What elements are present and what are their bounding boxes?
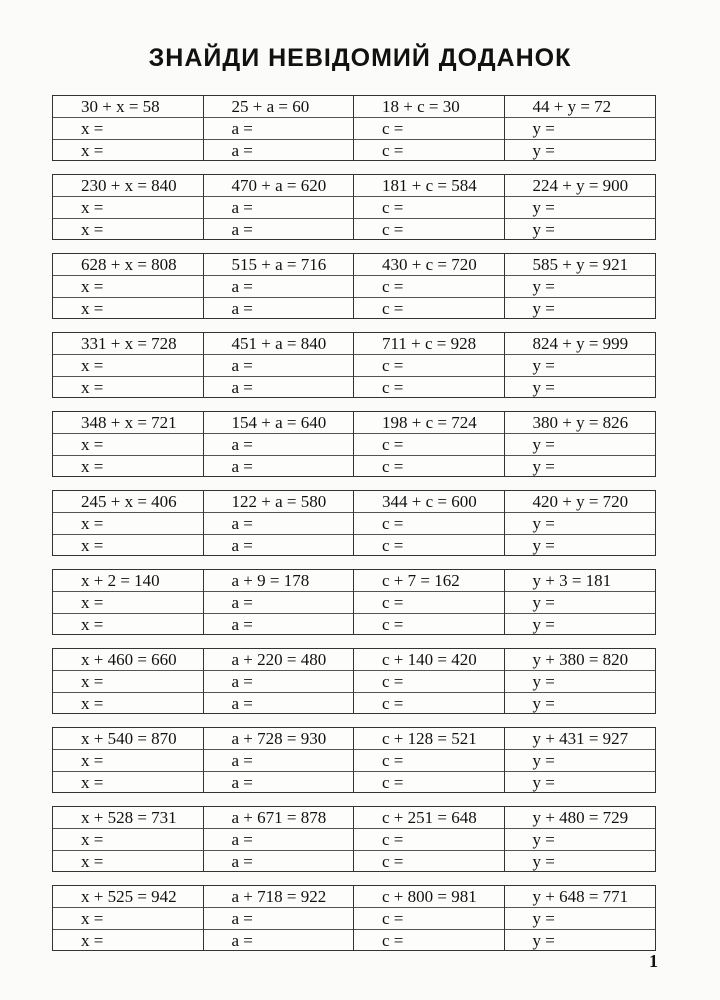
answer-line: a = [231,773,253,792]
equation-text: 380 + y = 826 [505,412,656,434]
equation-text: a + 9 = 178 [204,570,354,592]
answer-line: c = [354,197,504,219]
equation-text: y + 431 = 927 [505,728,656,750]
equation-text: 430 + c = 720 [354,254,504,276]
answer-line: c = [354,118,504,140]
page-title: ЗНАЙДИ НЕВІДОМИЙ ДОДАНОК [148,44,572,72]
equation-text: a + 220 = 480 [204,649,354,671]
answer-line: a = [231,852,253,871]
equation-text: 122 + a = 580 [204,491,354,513]
equation-text: 344 + c = 600 [354,491,504,513]
exercise-cell [204,491,355,556]
exercise-cell [204,807,355,872]
answer-line: x = [81,694,104,713]
exercise-blocks [52,95,656,964]
equation-text: 18 + c = 30 [354,96,504,118]
answer-line: c = [382,220,404,239]
answer-line: c = [382,773,404,792]
answer-line: y = [532,141,555,160]
equation-text: a + 728 = 930 [204,728,354,750]
answer-line: c = [382,457,404,476]
answer-line: c = [354,592,504,614]
exercise-block [52,411,656,477]
answer-line: x = [81,852,104,871]
equation-text: 515 + a = 716 [204,254,354,276]
equation-text: 25 + a = 60 [204,96,354,118]
exercise-cell [204,412,355,477]
answer-line: c = [354,434,504,456]
exercise-cell [354,254,505,319]
answer-line: c = [354,750,504,772]
equation-text: 451 + a = 840 [204,333,354,355]
equation-text: 198 + c = 724 [354,412,504,434]
answer-line: a = [204,355,354,377]
answer-line: c = [354,671,504,693]
equation-text: 348 + x = 721 [53,412,203,434]
exercise-block [52,569,656,635]
exercise-block [52,95,656,161]
equation-text: 711 + c = 928 [354,333,504,355]
exercise-cell [354,491,505,556]
equation-text: x + 525 = 942 [53,886,203,908]
equation-text: y + 380 = 820 [505,649,656,671]
exercise-cell [53,570,204,635]
answer-line: a = [204,197,354,219]
answer-line: a = [204,908,354,930]
answer-line: a = [231,141,253,160]
answer-line: a = [231,615,253,634]
exercise-cell [505,412,656,477]
answer-line: c = [354,276,504,298]
exercise-block [52,885,656,951]
answer-line: a = [231,457,253,476]
exercise-cell [53,412,204,477]
answer-line: x = [53,118,203,140]
equation-text: 824 + y = 999 [505,333,656,355]
exercise-cell [505,570,656,635]
answer-line: y = [505,197,656,219]
answer-line: x = [53,592,203,614]
exercise-block [52,648,656,714]
exercise-cell [53,175,204,240]
answer-line: x = [53,197,203,219]
exercise-block [52,806,656,872]
exercise-cell [505,728,656,793]
exercise-cell [505,333,656,398]
exercise-cell [354,728,505,793]
answer-line: a = [204,118,354,140]
answer-line: y = [532,457,555,476]
answer-line: y = [505,118,656,140]
equation-text: y + 648 = 771 [505,886,656,908]
answer-line: y = [505,592,656,614]
exercise-cell [505,649,656,714]
answer-line: x = [81,299,104,318]
exercise-cell [53,649,204,714]
answer-line: y = [505,671,656,693]
exercise-cell [505,96,656,161]
exercise-cell [354,412,505,477]
answer-line: y = [532,852,555,871]
equation-text: 181 + c = 584 [354,175,504,197]
answer-line: a = [204,750,354,772]
answer-line: a = [204,434,354,456]
exercise-cell [354,333,505,398]
answer-line: y = [532,615,555,634]
answer-line: x = [81,773,104,792]
answer-line: c = [382,852,404,871]
answer-line: x = [53,908,203,930]
answer-line: c = [354,513,504,535]
equation-text: 470 + a = 620 [204,175,354,197]
exercise-cell [53,96,204,161]
exercise-cell [53,728,204,793]
exercise-block [52,727,656,793]
equation-text: x + 2 = 140 [53,570,203,592]
answer-line: y = [532,694,555,713]
answer-line: x = [81,378,104,397]
answer-line: y = [532,299,555,318]
answer-line: x = [81,931,104,950]
answer-line: a = [204,671,354,693]
answer-line: x = [81,220,104,239]
answer-line: x = [53,671,203,693]
equation-text: c + 800 = 981 [354,886,504,908]
answer-line: x = [81,457,104,476]
equation-text: 331 + x = 728 [53,333,203,355]
answer-line: a = [204,513,354,535]
answer-line: a = [204,592,354,614]
equation-text: y + 480 = 729 [505,807,656,829]
answer-line: y = [505,355,656,377]
answer-line: y = [505,513,656,535]
answer-line: x = [53,434,203,456]
answer-line: y = [532,931,555,950]
exercise-cell [204,333,355,398]
answer-line: x = [81,615,104,634]
exercise-cell [204,254,355,319]
answer-line: a = [204,829,354,851]
answer-line: x = [53,355,203,377]
answer-line: y = [505,829,656,851]
answer-line: c = [382,931,404,950]
exercise-cell [204,96,355,161]
answer-line: a = [204,276,354,298]
exercise-cell [53,886,204,951]
equation-text: x + 540 = 870 [53,728,203,750]
answer-line: y = [505,434,656,456]
equation-text: y + 3 = 181 [505,570,656,592]
equation-text: 230 + x = 840 [53,175,203,197]
answer-line: y = [505,908,656,930]
exercise-cell [204,649,355,714]
answer-line: c = [354,829,504,851]
equation-text: x + 528 = 731 [53,807,203,829]
equation-text: c + 140 = 420 [354,649,504,671]
answer-line: a = [231,299,253,318]
exercise-cell [354,886,505,951]
answer-line: y = [532,220,555,239]
exercise-cell [53,254,204,319]
equation-text: 245 + x = 406 [53,491,203,513]
answer-line: c = [382,536,404,555]
answer-line: c = [382,615,404,634]
equation-text: 628 + x = 808 [53,254,203,276]
exercise-cell [53,807,204,872]
exercise-cell [354,807,505,872]
answer-line: x = [53,513,203,535]
answer-line: y = [505,750,656,772]
equation-text: 420 + y = 720 [505,491,656,513]
answer-line: c = [354,355,504,377]
answer-line: a = [231,931,253,950]
answer-line: x = [53,276,203,298]
exercise-cell [354,570,505,635]
answer-line: y = [532,773,555,792]
answer-line: y = [532,378,555,397]
answer-line: a = [231,536,253,555]
answer-line: c = [382,141,404,160]
exercise-cell [505,491,656,556]
equation-text: 44 + y = 72 [505,96,656,118]
exercise-block [52,253,656,319]
answer-line: c = [382,299,404,318]
answer-line: x = [81,141,104,160]
equation-text: 585 + y = 921 [505,254,656,276]
equation-text: 30 + x = 58 [53,96,203,118]
exercise-block [52,490,656,556]
answer-line: y = [505,276,656,298]
exercise-cell [53,491,204,556]
exercise-cell [204,175,355,240]
exercise-cell [354,96,505,161]
equation-text: a + 718 = 922 [204,886,354,908]
exercise-cell [354,175,505,240]
exercise-cell [204,728,355,793]
exercise-cell [505,886,656,951]
equation-text: x + 460 = 660 [53,649,203,671]
answer-line: a = [231,220,253,239]
answer-line: a = [231,378,253,397]
equation-text: 154 + a = 640 [204,412,354,434]
answer-line: y = [532,536,555,555]
answer-line: c = [382,378,404,397]
answer-line: a = [231,694,253,713]
exercise-cell [53,333,204,398]
page-number: 1 [649,951,658,971]
exercise-block [52,174,656,240]
equation-text: a + 671 = 878 [204,807,354,829]
answer-line: c = [354,908,504,930]
exercise-cell [505,254,656,319]
exercise-cell [354,649,505,714]
equation-text: c + 251 = 648 [354,807,504,829]
equation-text: c + 128 = 521 [354,728,504,750]
exercise-cell [204,886,355,951]
exercise-block [52,332,656,398]
equation-text: c + 7 = 162 [354,570,504,592]
exercise-cell [204,570,355,635]
equation-text: 224 + y = 900 [505,175,656,197]
answer-line: x = [53,750,203,772]
answer-line: x = [53,829,203,851]
exercise-cell [505,175,656,240]
answer-line: c = [382,694,404,713]
answer-line: x = [81,536,104,555]
exercise-cell [505,807,656,872]
